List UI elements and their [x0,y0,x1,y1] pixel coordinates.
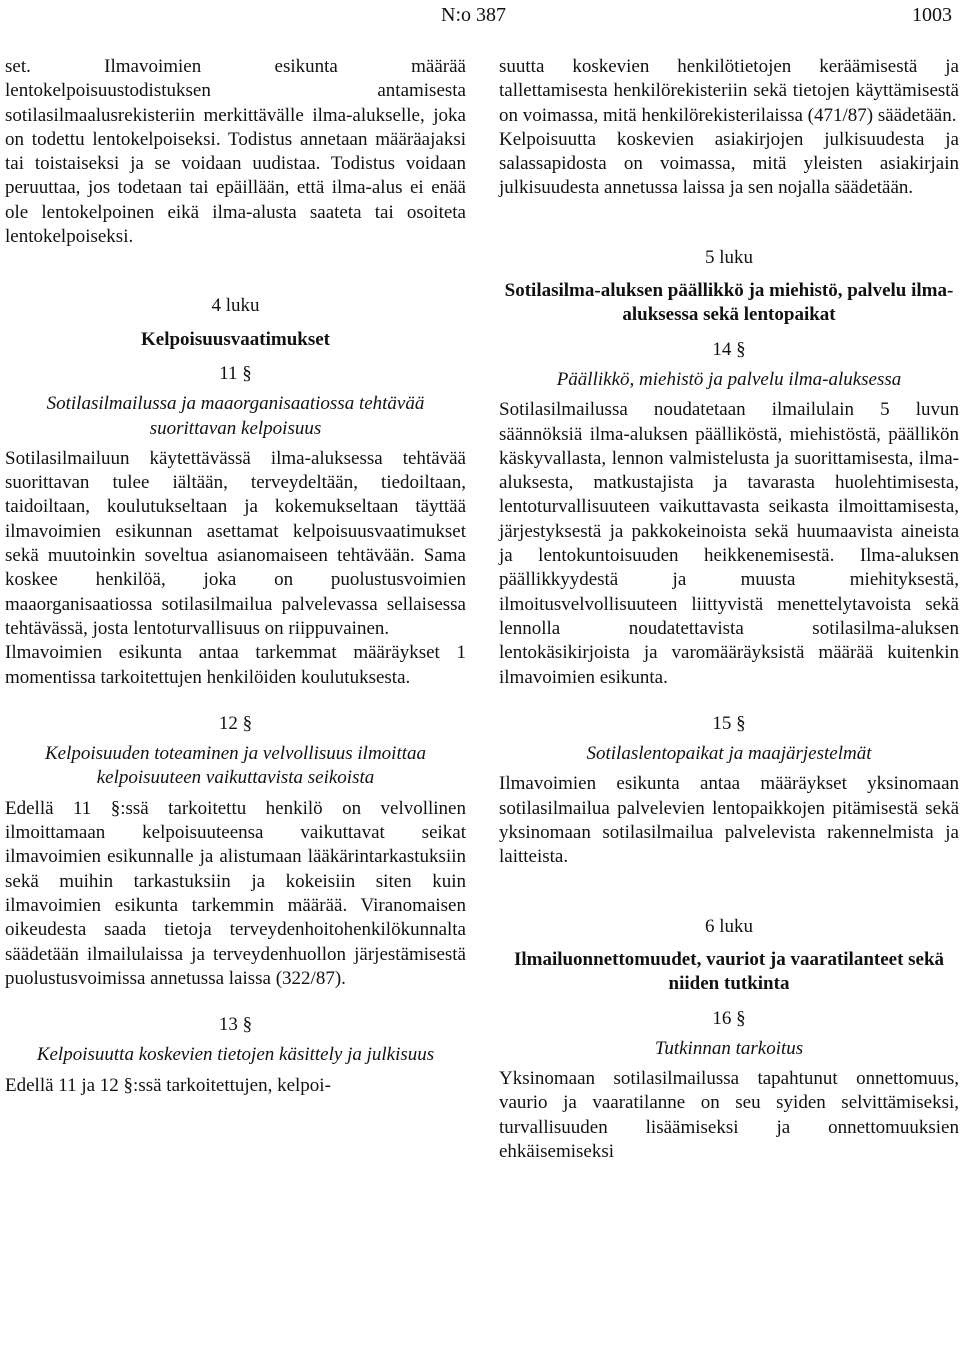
publicity-paragraph: Kelpoisuutta koskevien asiakirjojen julkisuudesta ja salassapidosta on voimassa, mitä yleisten asiakirjain julkisuudesta annetussa laissa ja sen nojalla säädetään. [499,128,959,199]
section-15-paragraph-1: Ilmavoimien esikunta antaa määräykset yksinomaan sotilasilmailua palvelevien lentopaikkojen pitämisestä sekä yksinomaan sotilasilmailua palvelevista rakennelmista ja laitteista. [499,773,959,868]
section-12-paragraph-1: Edellä 11 §:ssä tarkoitettu henkilö on velvollinen ilmoittamaan kelpoisuuteensa vaikuttavat seikat ilmavoimien esikunnalle ja alistumaan lääkärintarkastuksiin sekä muihin tarkastuksiin ja kokeisiin siten kuin ilmavoimien esikunta tarkemmin määrää. Viranomaisen oikeudesta saada tietoja terveydenhoitohenkilökunnalta säädetään ilmailulaissa ja terveydenhuollon järjestämisestä puolustusvoimissa annetussa laissa (322/87). [5,797,466,989]
section-14-number: 14 § [712,338,746,360]
section-16-number: 16 § [712,1007,746,1029]
chapter-6-title: Ilmailuonnettomuudet, vauriot ja vaaratilanteet sekä niiden tutkinta [513,948,945,995]
section-13-paragraph-start: Edellä 11 ja 12 §:ssä tarkoitettujen, kelpoi- [5,1074,331,1096]
section-16-title: Tutkinnan tarkoitus [654,1037,804,1059]
section-15-title: Sotilaslentopaikat ja maajärjestelmät [586,743,872,765]
chapter-4-number: 4 luku [211,295,260,317]
section-14-title: Päällikkö, miehistö ja palvelu ilma-aluksessa [556,368,902,390]
section-16-paragraph-start: Yksinomaan sotilasilmailussa tapahtunut onnettomuus, vaurio ja vaaratilanne on seu syiden selvittämiseksi, turvallisuuden lisäämiseksi ja onnettomuuksien ehkäisemiseksi [499,1068,959,1162]
left-column [5,55,466,1098]
intro-paragraph: set. Ilmavoimien esikunta määrää lentokelpoisuustodistuksen antamisesta sotilasilmaalusrekisteriin merkittävälle ilma-alukselle, joka on todettu lentokelpoiseksi. Todistus annetaan määräajaksi tai toistaiseksi ja se voidaan uudistaa. Todistus voidaan peruuttaa, jos todetaan tai epäillään, että ilma-alus ei enää ole lentokelpoinen eikä ilma-alusta saateta tai osoiteta lentokelpoiseksi. [5,56,466,248]
page-header [0,2,960,30]
chapter-5-number: 5 luku [704,246,754,268]
page-number: 1003 [912,4,952,26]
issue-number: N:o 387 [441,4,506,26]
section-14-paragraph-1: Sotilasilmailussa noudatetaan ilmailulain 5 luvun säännöksiä ilma-aluksen päälliköstä, miehistöstä, päällikön käskyvallasta, lennon valmistelusta ja suorittamisesta, ilma-aluksesta, matkustajista ja tavarasta huolehtimisesta, lentoturvallisuuteen vaikuttavasta seikasta ilmoittamisesta, järjestyksestä ja pakkokeinoista sekä huumaavista aineista ja lentokuntoisuuden heikkenemisestä. Ilma-aluksen päällikkyydestä ja muusta miehityksestä, ilmoitusvelvollisuuteen liittyvistä menettelytavoista sekä lennolla noudatettavista sotilasilma-aluksen lentokäsikirjoista ja varomääräyksistä määrää kuitenkin ilmavoimien esikunta. [499,399,959,688]
continuation-paragraph: suutta koskevien henkilötietojen keräämisestä ja tallettamisesta henkilörekisteriin sekä tietojen käyttämisestä on voimassa, mitä henkilörekisterilaissa (471/87) säädetään. [499,56,959,126]
section-13-title: Kelpoisuutta koskevien tietojen käsittely ja julkisuus [36,1044,435,1066]
chapter-4-title: Kelpoisuusvaatimukset [141,328,330,350]
section-13-number: 13 § [218,1014,253,1036]
section-11-number: 11 § [219,362,252,384]
section-11-paragraph-2: Ilmavoimien esikunta antaa tarkemmat määräykset 1 momentissa tarkoitettujen henkilöiden koulutuksesta. [5,642,466,688]
section-11-title: Sotilasilmailussa ja maaorganisaatiossa tehtävää suorittavan kelpoisuus [46,393,425,439]
section-11-paragraph-1: Sotilasilmailuun käytettävässä ilma-aluksessa tehtävää suorittavan tulee iältään, terveydeltään, tiedoiltaan, taidoiltaan, koulutukseltaan ja kokemukseltaan täyttää ilmavoimien esikunnan asettamat kelpoisuusvaatimukset sekä muutoinkin soveltua asianomaiseen tehtävään. Sama koskee henkilöä, joka on puolustusvoimien maaorganisaatiossa sotilasilmailua palvelevassa sellaisessa tehtävässä, josta lentoturvallisuus on riippuvainen. [5,447,466,639]
section-12-title: Kelpoisuuden toteaminen ja velvollisuus ilmoittaa kelpoisuuteen vaikuttavista seikoista [44,743,426,789]
right-column [499,55,959,1164]
chapter-6-number: 6 luku [704,915,754,937]
section-12-number: 12 § [218,712,253,734]
chapter-5-title: Sotilasilma-aluksen päällikkö ja miehistö, palvelu ilma-aluksessa sekä lentopaikat [504,280,954,326]
section-15-number: 15 § [712,712,746,734]
